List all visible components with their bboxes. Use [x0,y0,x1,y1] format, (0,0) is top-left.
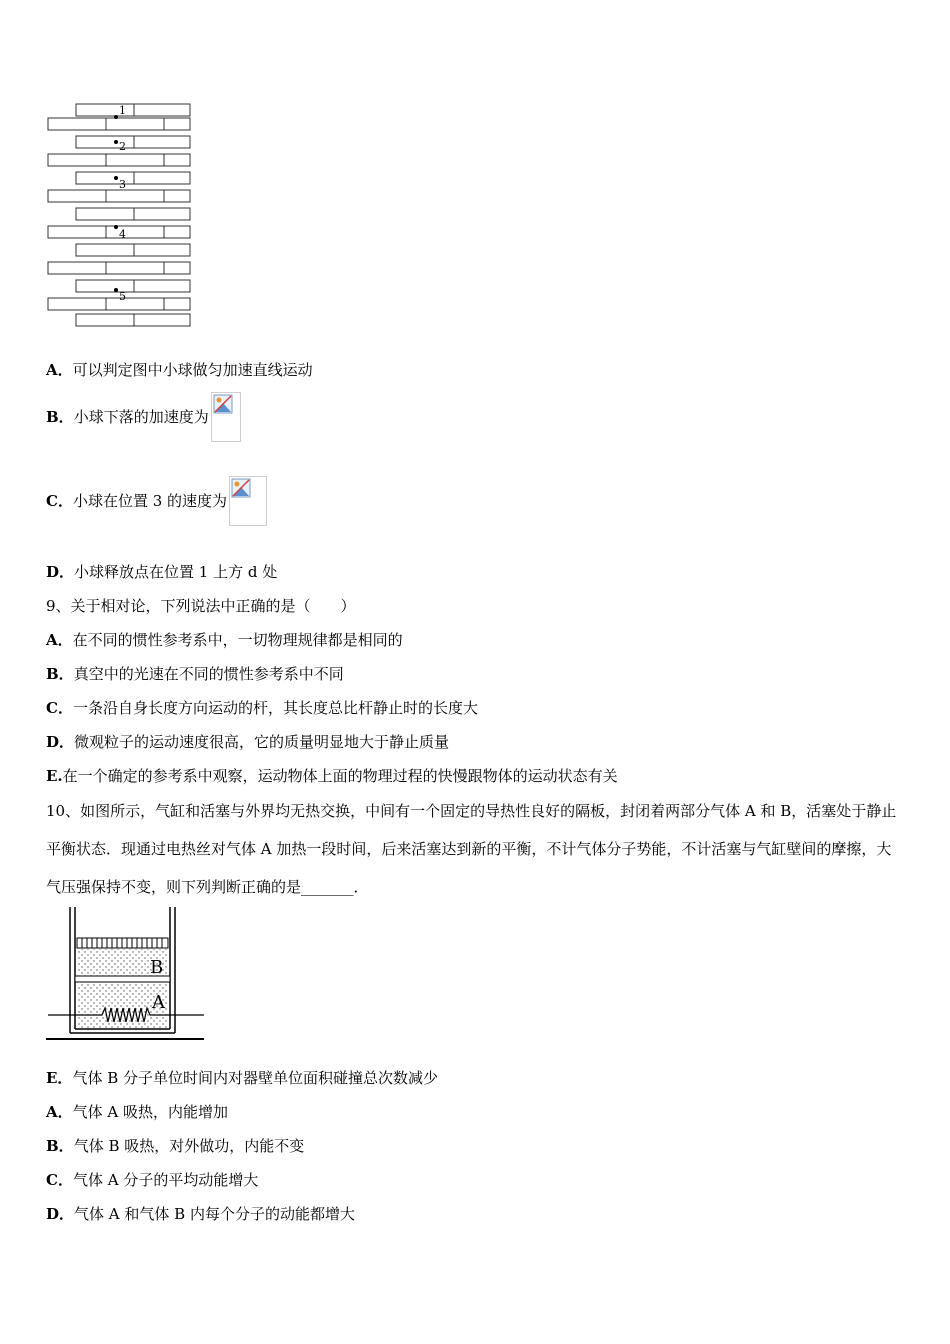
point-label-2: 2 [119,140,126,153]
broken-image-icon [213,394,233,414]
q9-option-d [46,732,449,752]
q8-option-b [46,392,241,442]
formula-image [229,476,267,526]
ball-position-1 [114,115,118,119]
option-label: D． [46,1205,75,1223]
q8-option-d [46,562,277,582]
piston [77,938,168,948]
option-text: 在不同的惯性参考系中，一切物理规律都是相同的 [72,631,403,649]
option-text: 在一个确定的参考系中观察，运动物体上面的物理过程的快慢跟物体的运动状态有关 [62,767,618,785]
option-text: 小球释放点在位置 1 上方 d 处 [74,563,278,581]
ball-position-3 [114,176,118,180]
q8-option-a [46,360,313,380]
option-label: C． [46,699,73,717]
option-text: 小球下落的加速度为 [73,408,209,426]
option-label: D． [46,733,75,751]
q10-option-e [46,1068,438,1088]
option-text: 微观粒子的运动速度很高，它的质量明显地大于静止质量 [74,733,450,751]
option-label: A． [46,361,73,379]
option-label: B． [46,665,74,683]
point-label-3: 3 [119,178,126,191]
gas-cylinder-figure [44,905,209,1045]
q10-option-d [46,1204,355,1224]
q8-option-c [46,476,267,526]
q9-option-b [46,664,344,684]
option-label: E. [46,767,63,785]
formula-image [211,392,241,442]
point-label-4: 4 [119,228,126,241]
option-text: 气体 A 分子的平均动能增大 [72,1171,259,1189]
q10-option-c [46,1170,258,1190]
q9-option-e [46,766,618,786]
label-gas-b: B [150,957,164,978]
option-label: D． [46,563,75,581]
option-label: B． [46,1137,74,1155]
q10-stem: 10、如图所示，气缸和活塞与外界均无热交换，中间有一个固定的导热性良好的隔板，封闭着两部分气体 A 和 B，活塞处于静止平衡状态．现通过电热丝对气体 A 加热一段时间，后来活塞达到新的平衡，不计气体分子势能，不计活塞与气缸壁间的摩擦，大气压强保持不变，则下列判断正确的是_______． [46,802,897,896]
option-text: 真空中的光速在不同的惯性参考系中不同 [73,665,344,683]
option-text: 可以判定图中小球做匀加速直线运动 [72,361,313,379]
broken-image-icon [231,478,251,498]
label-gas-a: A [152,992,165,1013]
option-text: 气体 A 吸热，内能增加 [72,1103,229,1121]
point-label-1: 1 [119,104,126,117]
point-label-5: 5 [119,290,126,303]
ball-position-4 [114,225,118,229]
option-label: C． [46,1171,73,1189]
option-label: E． [46,1069,73,1087]
brick-wall-figure [44,100,194,330]
q10-option-b [46,1136,304,1156]
q10-option-a [46,1102,228,1122]
option-text: 小球在位置 3 的速度为 [72,492,228,510]
ball-position-5 [114,288,118,292]
option-label: C． [46,492,73,510]
q9-option-a [46,630,403,650]
option-text: 气体 A 和气体 B 内每个分子的动能都增大 [74,1205,355,1223]
option-text: 气体 B 吸热，对外做功，内能不变 [73,1137,305,1155]
option-text: 一条沿自身长度方向运动的杆，其长度总比杆静止时的长度大 [72,699,478,717]
ball-position-2 [114,140,118,144]
option-label: A． [46,631,73,649]
q9-option-c [46,698,478,718]
option-label: A． [46,1103,73,1121]
option-text: 气体 B 分子单位时间内对器壁单位面积碰撞总次数减少 [72,1069,438,1087]
option-label: B． [46,408,74,426]
q9-stem: 9、关于相对论，下列说法中正确的是（ ） [46,597,356,615]
